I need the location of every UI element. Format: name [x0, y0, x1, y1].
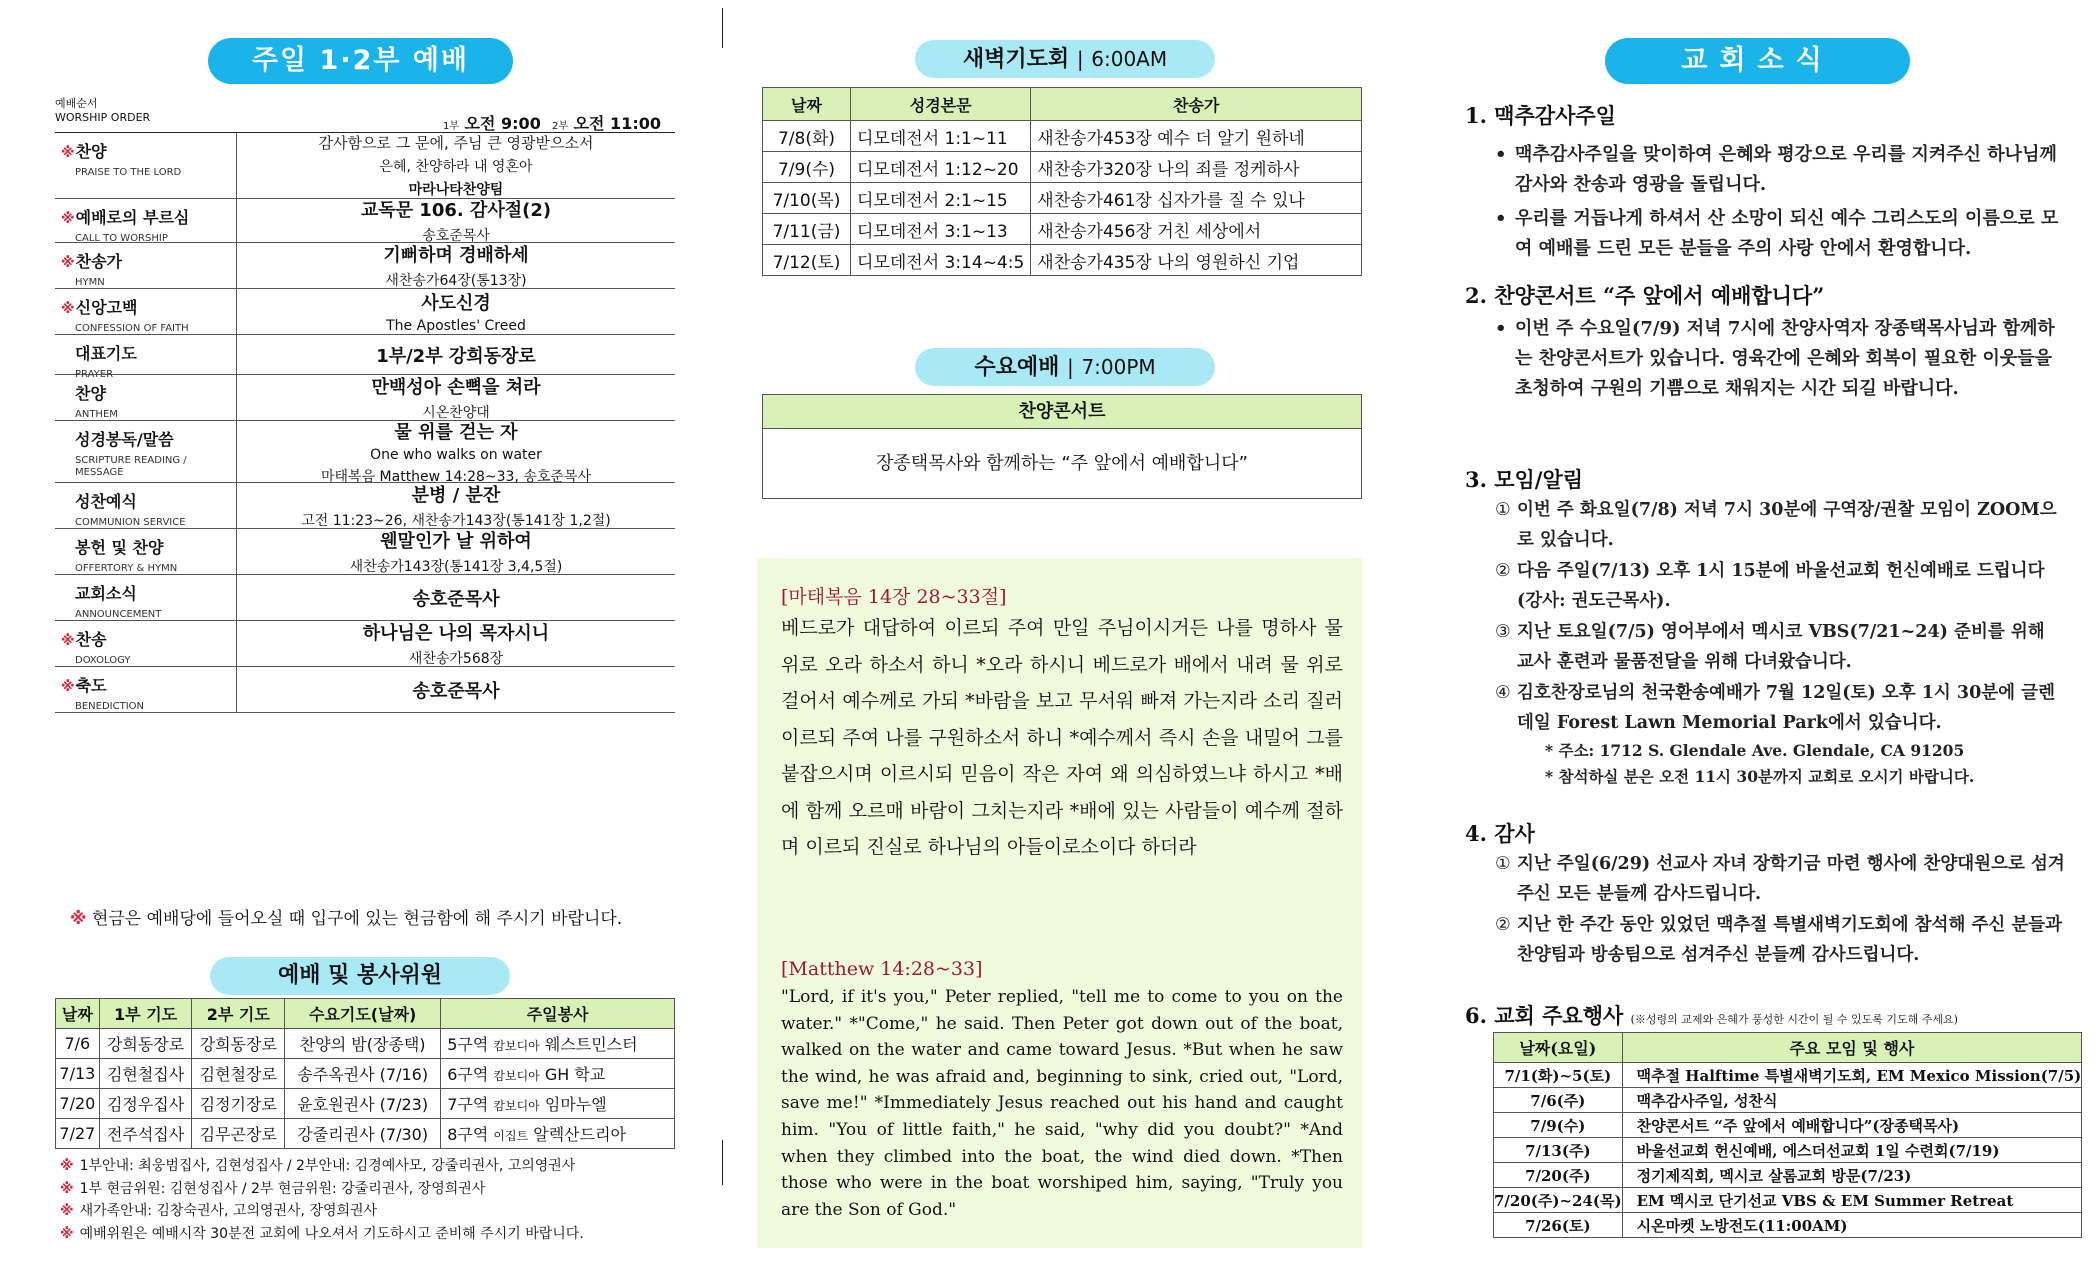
event-desc: 맥추감사주일, 성찬식	[1622, 1088, 2082, 1113]
wednesday-header: 찬양콘서트	[763, 395, 1361, 429]
order-item-kr: 찬송	[75, 630, 107, 649]
order-item-content	[237, 289, 675, 334]
news-section-heading: 2. 찬양콘서트 “주 앞에서 예배합니다”	[1465, 283, 1825, 308]
order-item-line3: 마라나타찬양팀	[408, 182, 504, 198]
staff-note: ※ 1부안내: 최웅범집사, 김현성집사 / 2부안내: 김경예사모, 강줄리권사, 고의영권사	[60, 1158, 576, 1174]
order-item-kr: 축도	[75, 676, 107, 695]
news-item: ② 다음 주일(7/13) 오후 1시 15분에 바울선교회 헌신예배로 드립니다(강사: 권도근목사).	[1495, 561, 2045, 611]
order-item-content	[237, 575, 675, 620]
staff-cell: 7/6	[56, 1029, 100, 1059]
order-item-en: PRAISE TO THE LORD	[75, 167, 182, 178]
order-item-line2: 송호준목사	[422, 228, 490, 244]
staff-service-cell: 5구역 캄보디아 웨스트민스터	[441, 1029, 675, 1059]
standing-star: ※	[61, 145, 75, 161]
dawn-cell: 7/9(수)	[763, 152, 851, 183]
order-item-label	[55, 243, 237, 288]
staff-cell: 강희동장로	[192, 1029, 285, 1059]
standing-star: ※	[61, 679, 75, 695]
table-row	[1494, 1113, 2082, 1138]
order-item-content	[237, 667, 675, 712]
dawn-cell: 새찬송가461장 십자가를 질 수 있나	[1031, 183, 1362, 214]
event-desc: EM 멕시코 단기선교 VBS & EM Summer Retreat	[1622, 1188, 2082, 1213]
table-row	[1494, 1088, 2082, 1113]
worship-order-header	[55, 93, 675, 133]
order-row	[55, 289, 675, 335]
staff-cell: 7/27	[56, 1119, 100, 1149]
news-section-heading: 4. 감사	[1465, 821, 1535, 846]
order-item-en: CALL TO WORSHIP	[75, 233, 168, 244]
order-row	[55, 335, 675, 380]
order-item-line1: 감사함으로 그 문에, 주님 큰 영광받으소서	[318, 134, 594, 152]
order-item-line2: 은혜, 찬양하라 내 영혼아	[379, 159, 533, 175]
dawn-prayer-title: 새벽기도회 | 6:00AM	[915, 40, 1215, 78]
wednesday-body: 장종택목사와 함께하는 “주 앞에서 예배합니다”	[876, 453, 1248, 474]
table-row	[56, 1029, 675, 1059]
news-section-heading: 3. 모임/알림	[1465, 467, 1584, 492]
event-desc: 정기제직회, 멕시코 살롬교회 방문(7/23)	[1622, 1163, 2082, 1188]
order-label-en: WORSHIP ORDER	[55, 111, 151, 124]
event-desc: 맥추절 Halftime 특별새벽기도회, EM Mexico Mission(7/5)	[1622, 1063, 2082, 1088]
staff-cell: 7/13	[56, 1059, 100, 1089]
staff-cell: 김정우집사	[99, 1089, 192, 1119]
event-date: 7/26(토)	[1494, 1213, 1623, 1238]
dawn-cell: 디모데전서 3:14~4:5	[851, 245, 1031, 276]
standing-star: ※	[61, 633, 75, 649]
staff-note: ※ 예배위원은 예배시작 30분전 교회에 나오셔서 기도하시고 준비해 주시기 바랍니다.	[60, 1225, 584, 1242]
event-date: 7/1(화)~5(토)	[1494, 1063, 1623, 1088]
worship-title: 주일 1·2부 예배	[208, 38, 513, 84]
event-desc: 찬양콘서트 “주 앞에서 예배합니다”(장종택목사)	[1622, 1113, 2082, 1138]
staff-service-cell: 6구역 캄보디아 GH 학교	[441, 1059, 675, 1089]
order-row	[55, 483, 675, 529]
dawn-header: 날짜	[763, 88, 851, 121]
event-date: 7/20(주)~24(목)	[1494, 1188, 1623, 1213]
order-item-kr: 찬송가	[75, 252, 122, 271]
order-item-line1: 만백성아 손뼉을 쳐라	[371, 377, 541, 398]
order-item-label	[55, 667, 237, 712]
news-item: • 맥추감사주일을 맞이하여 은혜와 평강으로 우리를 지켜주신 하나님께 감사와 찬송과 영광을 돌립니다.	[1495, 144, 2057, 195]
dawn-prayer-table	[762, 87, 1362, 276]
order-item-kr: 성경봉독/말씀	[75, 430, 174, 449]
dawn-header: 찬송가	[1031, 88, 1362, 121]
staff-header: 수요기도(날짜)	[285, 999, 441, 1029]
dawn-cell: 디모데전서 1:12~20	[851, 152, 1031, 183]
order-item-en: OFFERTORY & HYMN	[75, 563, 178, 574]
staff-table	[55, 998, 675, 1149]
staff-title: 예배 및 봉사위원	[210, 957, 510, 995]
order-item-line2: 새찬송가64장(통13장)	[385, 273, 527, 289]
order-item-en: ANNOUNCEMENT	[75, 609, 162, 620]
events-table	[1493, 1032, 2082, 1238]
order-item-en: DOXOLOGY	[75, 655, 131, 666]
order-item-kr: 대표기도	[75, 344, 137, 363]
order-item-label	[55, 375, 237, 420]
news-section	[1465, 818, 2065, 970]
order-item-line1: 교독문 106. 감사절(2)	[360, 200, 552, 221]
dawn-cell: 7/12(토)	[763, 245, 851, 276]
order-item-line2: 새찬송가143장(통141장 3,4,5절)	[349, 559, 563, 575]
order-item-line2: The Apostles' Creed	[386, 318, 526, 334]
order-item-line2: 시온찬양대	[422, 405, 490, 421]
order-label-kr: 예배순서	[55, 97, 98, 110]
korean-scripture-text: 베드로가 대답하여 이르되 주여 만일 주님이시거든 나를 명하사 물 위로 오라 하소서 하니 *오라 하시니 베드로가 배에서 내려 물 위로 걸어서 예수께로 가되 *바람을 보고 무서워 빠져 가는지라 소리 질러 이르되 주여 나를 구원하소서 하니 *예수께서 즉시 손을 내밀어 그를 붙잡으시며 이르시되 믿음이 작은 자여 왜 의심하였느냐 하시고 *배에 함께 오르매 바람이 그치는지라 *배에 있는 사람들이 예수께 절하며 이르되 진실로 하나님의 아들이로소이다 하더라	[781, 617, 1343, 858]
order-item-kr: 봉헌 및 찬양	[75, 538, 164, 557]
order-item-label	[55, 289, 237, 334]
order-item-label	[55, 421, 237, 482]
dawn-cell: 디모데전서 2:1~15	[851, 183, 1031, 214]
dawn-cell: 디모데전서 1:1~11	[851, 121, 1031, 152]
order-row	[55, 621, 675, 667]
order-item-line1: 송호준목사	[412, 588, 500, 610]
events-header: 날짜(요일)	[1494, 1033, 1623, 1063]
order-item-line2: One who walks on water	[370, 446, 542, 463]
english-scripture-text: "Lord, if it's you," Peter replied, "tell me to come to you on the water." *"Come," he said. Then Peter got down out of the boat, walked on the water and came toward Jesus. *But when he saw the wind, he was afraid and, beginning to sink, cried out, "Lord, save me!" *Immediately Jesus reached out his hand and caught him. "You of little faith," he said, "why did you doubt?" *And when they climbed into the boat, the wind died down. *Then those who were in the boat worshiped him, saying, "Truly you are the Son of God."	[781, 987, 1343, 1220]
order-row	[55, 667, 675, 713]
table-row	[1494, 1063, 2082, 1088]
staff-cell: 송주옥권사 (7/16)	[285, 1059, 441, 1089]
staff-notes	[60, 1155, 584, 1245]
order-item-content	[237, 529, 675, 574]
order-item-line1: 물 위를 걷는 자	[394, 421, 518, 443]
news-sub-item: * 주소: 1712 S. Glendale Ave. Glendale, CA 91205	[1545, 741, 1965, 760]
staff-service-cell: 7구역 캄보디아 임마누엘	[441, 1089, 675, 1119]
news-title: 교회소식	[1605, 38, 1910, 84]
staff-service-cell: 8구역 이집트 알렉산드리아	[441, 1119, 675, 1149]
table-row	[56, 1119, 675, 1149]
events-header: 주요 모임 및 행사	[1622, 1033, 2082, 1063]
order-row	[55, 243, 675, 289]
news-section	[1465, 100, 2065, 264]
dawn-cell: 7/8(화)	[763, 121, 851, 152]
order-item-kr: 예배로의 부르심	[75, 208, 190, 227]
order-item-en: HYMN	[75, 277, 105, 288]
table-row	[1494, 1188, 2082, 1213]
staff-cell: 7/20	[56, 1089, 100, 1119]
news-sub-item: * 참석하실 분은 오전 11시 30분까지 교회로 오시기 바랍니다.	[1545, 767, 1975, 786]
standing-star: ※	[61, 255, 75, 271]
dawn-cell: 새찬송가453장 예수 더 알기 원하네	[1031, 121, 1362, 152]
order-item-en: PRAYER	[75, 369, 114, 380]
standing-star: ※	[61, 301, 75, 317]
table-row	[763, 214, 1362, 245]
order-item-label	[55, 199, 237, 242]
staff-cell: 김정기장로	[192, 1089, 285, 1119]
order-item-content	[237, 375, 675, 420]
dawn-cell: 새찬송가456장 거친 세상에서	[1031, 214, 1362, 245]
order-item-line1: 웬말인가 날 위하여	[380, 531, 532, 552]
table-row	[56, 1089, 675, 1119]
worship-order-table	[55, 93, 675, 713]
staff-note: ※ 새가족안내: 김창숙권사, 고의영권사, 장영희권사	[60, 1203, 378, 1219]
staff-cell: 강희동장로	[99, 1029, 192, 1059]
staff-cell: 김현철집사	[99, 1059, 192, 1089]
event-date: 7/9(수)	[1494, 1113, 1623, 1138]
offering-note: ※ 현금은 예배당에 들어오실 때 입구에 있는 현금함에 해 주시기 바랍니다.	[70, 909, 623, 929]
event-date: 7/20(주)	[1494, 1163, 1623, 1188]
order-item-content	[237, 421, 675, 485]
table-row	[56, 1059, 675, 1089]
table-row	[763, 121, 1362, 152]
news-item: ② 지난 한 주간 동안 있었던 맥추절 특별새벽기도회에 참석해 주신 분들과 찬양팀과 방송팀으로 섬겨주신 분들께 감사드립니다.	[1495, 915, 2063, 965]
order-item-kr: 교회소식	[75, 584, 137, 603]
table-row	[1494, 1163, 2082, 1188]
event-desc: 시온마켓 노방전도(11:00AM)	[1622, 1213, 2082, 1238]
order-item-line1: 기뻐하며 경배하세	[383, 245, 529, 266]
news-item: • 이번 주 수요일(7/9) 저녁 7시에 찬양사역자 장종택목사님과 함께하는 찬양콘서트가 있습니다. 영육간에 은혜와 회복이 필요한 이웃들을 초청하여 구원의 기쁨으로 채워지는 시간 되길 바랍니다.	[1495, 318, 2055, 399]
dawn-cell: 새찬송가320장 나의 죄를 정케하사	[1031, 152, 1362, 183]
dawn-cell: 새찬송가435장 나의 영원하신 기업	[1031, 245, 1362, 276]
order-item-en: BENEDICTION	[75, 701, 145, 712]
order-item-line1: 분병 / 분잔	[411, 485, 501, 506]
order-item-label	[55, 133, 237, 198]
order-row	[55, 199, 675, 243]
dawn-cell: 디모데전서 3:1~13	[851, 214, 1031, 245]
event-date: 7/6(주)	[1494, 1088, 1623, 1113]
order-item-line2: 새찬송가568장	[408, 651, 504, 667]
order-item-line2: 고전 11:23~26, 새찬송가143장(통141장 1,2절)	[301, 513, 611, 529]
scripture-box	[757, 558, 1363, 1248]
order-item-content	[237, 199, 675, 242]
order-item-label	[55, 529, 237, 574]
order-item-label	[55, 621, 237, 666]
wednesday-table	[762, 394, 1362, 499]
order-item-line1: 하나님은 나의 목자시니	[362, 623, 550, 644]
order-item-content	[237, 335, 675, 374]
divider	[722, 1140, 723, 1185]
news-item: ① 지난 주일(6/29) 선교사 자녀 장학기금 마련 행사에 찬양대원으로 섬겨 주신 모든 분들께 감사드립니다.	[1495, 854, 2065, 904]
order-item-en: SCRIPTURE READING / MESSAGE	[75, 455, 187, 478]
wednesday-service-title: 수요예배 | 7:00PM	[915, 348, 1215, 386]
dawn-header: 성경본문	[851, 88, 1031, 121]
order-item-line1: 사도신경	[421, 293, 491, 314]
news-item: ③ 지난 토요일(7/5) 영어부에서 멕시코 VBS(7/21~24) 준비를 위해 교사 훈련과 물품전달을 위해 다녀왔습니다.	[1495, 622, 2045, 672]
english-scripture-ref: [Matthew 14:28~33]	[781, 958, 983, 980]
order-row	[55, 575, 675, 621]
news-item: ④ 김호찬장로님의 천국환송예배가 7월 12일(토) 오후 1시 30분에 글렌데일 Forest Lawn Memorial Park에서 있습니다.	[1495, 683, 2055, 733]
event-desc: 바울선교회 헌신예배, 에스더선교회 1일 수련회(7/19)	[1622, 1138, 2082, 1163]
order-item-kr: 신앙고백	[75, 298, 138, 317]
order-item-en: CONFESSION OF FAITH	[75, 323, 189, 334]
order-item-en: COMMUNION SERVICE	[75, 517, 186, 528]
order-row	[55, 421, 675, 483]
order-item-content	[237, 483, 675, 528]
staff-cell: 김무곤장로	[192, 1119, 285, 1149]
staff-note: ※ 1부 현금위원: 김현성집사 / 2부 현금위원: 강줄리권사, 장영희권사	[60, 1180, 486, 1197]
order-item-line1: 송호준목사	[412, 680, 500, 702]
table-row	[763, 245, 1362, 276]
standing-star: ※	[61, 211, 75, 227]
staff-cell: 찬양의 밤(장종택)	[285, 1029, 441, 1059]
order-item-line1: 1부/2부 강희동장로	[376, 345, 536, 367]
order-item-content	[237, 133, 675, 198]
event-date: 7/13(주)	[1494, 1138, 1623, 1163]
order-item-content	[237, 243, 675, 288]
staff-header: 1부 기도	[99, 999, 192, 1029]
korean-scripture-ref: [마태복음 14장 28~33절]	[781, 586, 1007, 608]
table-row	[763, 183, 1362, 214]
order-item-label	[55, 483, 237, 528]
order-item-content	[237, 621, 675, 666]
service-times: 1부 오전 9:00 2부 오전 11:00	[442, 114, 661, 133]
order-item-label	[55, 575, 237, 620]
staff-header: 2부 기도	[192, 999, 285, 1029]
staff-header: 날짜	[56, 999, 100, 1029]
order-item-en: ANTHEM	[75, 409, 118, 420]
table-row	[1494, 1138, 2082, 1163]
order-item-label	[55, 335, 237, 380]
table-row	[1494, 1213, 2082, 1238]
staff-cell: 김현철장로	[192, 1059, 285, 1089]
staff-cell: 강줄리권사 (7/30)	[285, 1119, 441, 1149]
news-item: ① 이번 주 화요일(7/8) 저녁 7시 30분에 구역장/권찰 모임이 ZOOM으로 있습니다.	[1495, 500, 2057, 550]
dawn-cell: 7/11(금)	[763, 214, 851, 245]
staff-cell: 전주석집사	[99, 1119, 192, 1149]
order-row	[55, 375, 675, 421]
news-section	[1465, 280, 2065, 404]
events-heading: 6. 교회 주요행사 (※성령의 교제와 은혜가 풍성한 시간이 될 수 있도록 기도해 주세요)	[1465, 1003, 1958, 1028]
order-item-kr: 찬양	[75, 142, 107, 161]
order-item-kr: 성찬예식	[75, 492, 137, 511]
table-row	[763, 152, 1362, 183]
news-item: • 우리를 거듭나게 하셔서 산 소망이 되신 예수 그리스도의 이름으로 모여 예배를 드린 모든 분들을 주의 사랑 안에서 환영합니다.	[1495, 208, 2059, 259]
order-row	[55, 529, 675, 575]
staff-cell: 윤호원권사 (7/23)	[285, 1089, 441, 1119]
order-item-line3: 마태복음 Matthew 14:28~33, 송호준목사	[321, 468, 591, 485]
news-section	[1465, 464, 2065, 790]
dawn-cell: 7/10(목)	[763, 183, 851, 214]
divider	[722, 8, 723, 48]
order-row	[55, 133, 675, 199]
staff-header: 주일봉사	[441, 999, 675, 1029]
order-item-kr: 찬양	[75, 384, 106, 403]
news-section-heading: 1. 맥추감사주일	[1465, 103, 1616, 128]
